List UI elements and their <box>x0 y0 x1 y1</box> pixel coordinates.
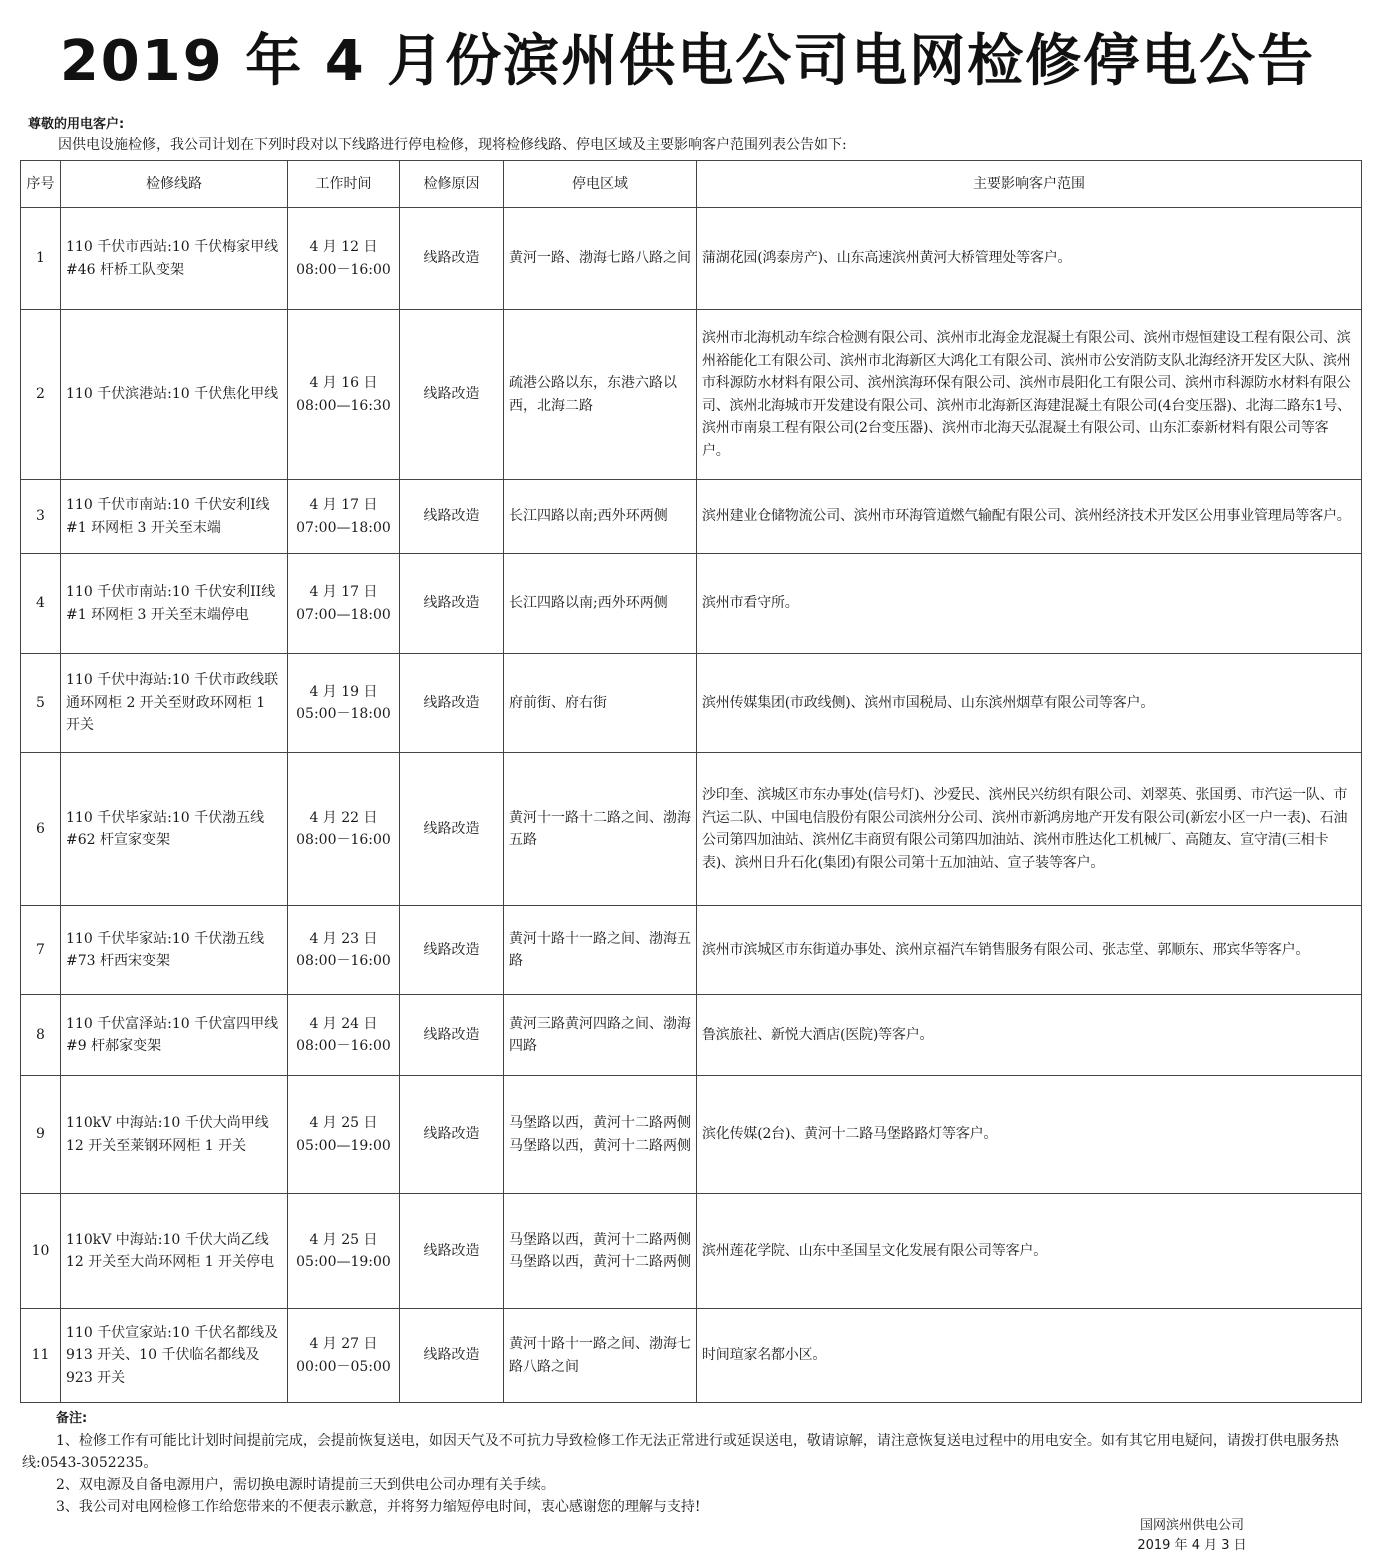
cell-no: 6 <box>21 753 61 906</box>
outage-table <box>20 160 1362 1403</box>
cell-line: 110 千伏滨港站:10 千伏焦化甲线 <box>61 310 288 480</box>
notes-section <box>22 1408 1352 1518</box>
work-hours: 08:00－16:00 <box>296 953 391 969</box>
cell-line: 110 千伏宣家站:10 千伏名都线及 913 开关、10 千伏临名都线及 923 开关 <box>61 1309 288 1403</box>
cell-no: 7 <box>21 906 61 995</box>
header-no: 序号 <box>21 161 61 208</box>
cell-no: 8 <box>21 995 61 1076</box>
cell-area: 长江四路以南;西外环两侧 <box>504 480 697 554</box>
cell-area: 黄河十路十一路之间、渤海五路 <box>504 906 697 995</box>
cell-reason: 线路改造 <box>400 753 504 906</box>
cell-reason: 线路改造 <box>400 480 504 554</box>
cell-scope: 滨州市看守所。 <box>697 554 1362 654</box>
cell-reason: 线路改造 <box>400 1194 504 1309</box>
cell-no: 1 <box>21 208 61 310</box>
work-date: 4 月 16 日 <box>309 375 378 391</box>
cell-time <box>288 310 400 480</box>
work-date: 4 月 17 日 <box>309 497 378 513</box>
cell-area: 府前街、府右街 <box>504 654 697 753</box>
work-hours: 05:00－18:00 <box>296 706 391 722</box>
cell-line: 110 千伏市南站:10 千伏安利I线#1 环网柜 3 开关至末端 <box>61 480 288 554</box>
table-row <box>21 995 1362 1076</box>
work-date: 4 月 23 日 <box>309 930 378 947</box>
cell-reason: 线路改造 <box>400 208 504 310</box>
cell-line: 110 千伏富泽站:10 千伏富四甲线#9 杆郝家变架 <box>61 995 288 1076</box>
work-date: 4 月 12 日 <box>309 239 378 255</box>
signature-date: 2019 年 4 月 3 日 <box>1137 1538 1247 1553</box>
cell-scope: 滨州市北海机动车综合检测有限公司、滨州市北海金龙混凝土有限公司、滨州市煜恒建设工程有限公司、滨州裕能化工有限公司、滨州市北海新区大鸿化工有限公司、滨州市公安消防支队北海经济开发区大队、滨州市科源防水材料有限公司、滨州滨海环保有限公司、滨州市晨阳化工有限公司、滨州市科源防水材料有限公司、滨州北海城市开发建设有限公司、滨州市北海新区海建混凝土有限公司(4台变压器)、北海二路东1号、滨州市南泉工程有限公司(2台变压器)、滨州市北海天弘混凝土有限公司、山东汇泰新材料有限公司等客户。 <box>697 310 1362 480</box>
page-title: 2019 年 4 月份滨州供电公司电网检修停电公告 <box>59 29 1316 94</box>
work-hours: 00:00－05:00 <box>296 1358 391 1375</box>
cell-scope: 滨州莲花学院、山东中圣国呈文化发展有限公司等客户。 <box>697 1194 1362 1309</box>
cell-reason: 线路改造 <box>400 310 504 480</box>
work-date: 4 月 24 日 <box>309 1015 378 1032</box>
cell-area: 马堡路以西，黄河十二路两侧马堡路以西，黄河十二路两侧 <box>504 1194 697 1309</box>
cell-reason: 线路改造 <box>400 1309 504 1403</box>
intro-text: 因供电设施检修，我公司计划在下列时段对以下线路进行停电检修，现将检修线路、停电区域及主要影响客户范围列表公告如下: <box>58 137 847 153</box>
work-hours: 08:00－16:00 <box>296 1038 391 1054</box>
cell-area: 黄河三路黄河四路之间、渤海四路 <box>504 995 697 1076</box>
cell-no: 4 <box>21 554 61 654</box>
cell-scope: 滨州市滨城区市东街道办事处、滨州京福汽车销售服务有限公司、张志堂、郭顺东、邢宾华等客户。 <box>697 906 1362 995</box>
work-date: 4 月 19 日 <box>309 683 378 700</box>
work-hours: 05:00—19:00 <box>296 1254 391 1270</box>
cell-line: 110 千伏市西站:10 千伏梅家甲线#46 杆桥工队变架 <box>61 208 288 310</box>
cell-scope: 滨化传媒(2台)、黄河十二路马堡路路灯等客户。 <box>697 1076 1362 1194</box>
cell-area: 疏港公路以东，东港六路以西，北海二路 <box>504 310 697 480</box>
cell-area: 马堡路以西，黄河十二路两侧马堡路以西，黄河十二路两侧 <box>504 1076 697 1194</box>
cell-reason: 线路改造 <box>400 995 504 1076</box>
table-row <box>21 310 1362 480</box>
cell-line: 110kV 中海站:10 千伏大尚甲线12 开关至莱钢环网柜 1 开关 <box>61 1076 288 1194</box>
cell-scope: 时间瑄家名都小区。 <box>697 1309 1362 1403</box>
note-item: 3、我公司对电网检修工作给您带来的不便表示歉意，并将努力缩短停电时间，衷心感谢您的理解与支持! <box>56 1499 701 1515</box>
cell-reason: 线路改造 <box>400 906 504 995</box>
work-hours: 08:00—16:30 <box>296 397 391 414</box>
cell-no: 3 <box>21 480 61 554</box>
header-line: 检修线路 <box>61 161 288 208</box>
signature-company: 国网滨州供电公司 <box>1139 1518 1244 1533</box>
signature <box>1092 1516 1292 1556</box>
cell-area: 黄河十一路十二路之间、渤海五路 <box>504 753 697 906</box>
cell-line: 110 千伏中海站:10 千伏市政线联通环网柜 2 开关至财政环网柜 1 开关 <box>61 654 288 753</box>
table-row <box>21 554 1362 654</box>
table-row <box>21 480 1362 554</box>
cell-line: 110kV 中海站:10 千伏大尚乙线 12 开关至大尚环网柜 1 开关停电 <box>61 1194 288 1309</box>
cell-time <box>288 208 400 310</box>
cell-reason: 线路改造 <box>400 1076 504 1194</box>
cell-scope: 滨州建业仓储物流公司、滨州市环海管道燃气输配有限公司、滨州经济技术开发区公用事业管理局等客户。 <box>697 480 1362 554</box>
cell-scope: 滨州传媒集团(市政线侧)、滨州市国税局、山东滨州烟草有限公司等客户。 <box>697 654 1362 753</box>
cell-area: 长江四路以南;西外环两侧 <box>504 554 697 654</box>
cell-line: 110 千伏市南站:10 千伏安利II线#1 环网柜 3 开关至末端停电 <box>61 554 288 654</box>
cell-no: 10 <box>21 1194 61 1309</box>
header-scope: 主要影响客户范围 <box>697 161 1362 208</box>
table-row <box>21 906 1362 995</box>
table-row <box>21 208 1362 310</box>
cell-time <box>288 480 400 554</box>
table-row <box>21 654 1362 753</box>
cell-time <box>288 753 400 906</box>
table-row <box>21 1076 1362 1194</box>
header-area: 停电区域 <box>504 161 697 208</box>
work-hours: 05:00—19:00 <box>296 1137 391 1154</box>
cell-time <box>288 1194 400 1309</box>
cell-time <box>288 554 400 654</box>
cell-time <box>288 1076 400 1194</box>
work-date: 4 月 25 日 <box>309 1115 378 1131</box>
cell-scope: 沙印奎、滨城区市东办事处(信号灯)、沙爱民、滨州民兴纺织有限公司、刘翠英、张国勇、市汽运一队、市汽运二队、中国电信股份有限公司滨州分公司、滨州市新鸿房地产开发有限公司(新宏小区一户一表)、石油公司第四加油站、滨州亿丰商贸有限公司第四加油站、滨州市胜达化工机械厂、高随友、宣守清(三相卡表)、滨州日升石化(集团)有限公司第十五加油站、宣子装等客户。 <box>697 753 1362 906</box>
cell-no: 9 <box>21 1076 61 1194</box>
work-hours: 08:00－16:00 <box>296 261 391 278</box>
greeting: 尊敬的用电客户: <box>28 117 125 132</box>
work-date: 4 月 27 日 <box>309 1336 378 1352</box>
cell-no: 11 <box>21 1309 61 1403</box>
work-date: 4 月 25 日 <box>309 1231 378 1248</box>
notes-title: 备注: <box>56 1411 88 1426</box>
cell-area: 黄河十路十一路之间、渤海七路八路之间 <box>504 1309 697 1403</box>
table-header-row <box>21 161 1362 208</box>
note-item: 2、双电源及自备电源用户，需切换电源时请提前三天到供电公司办理有关手续。 <box>56 1477 555 1493</box>
cell-scope: 鲁滨旅社、新悦大酒店(医院)等客户。 <box>697 995 1362 1076</box>
table-row <box>21 1309 1362 1403</box>
cell-time <box>288 654 400 753</box>
header-time: 工作时间 <box>288 161 400 208</box>
work-hours: 08:00－16:00 <box>296 832 391 848</box>
work-date: 4 月 22 日 <box>309 809 378 826</box>
cell-scope: 蒲湖花园(鸿泰房产)、山东高速滨州黄河大桥管理处等客户。 <box>697 208 1362 310</box>
table-row <box>21 1194 1362 1309</box>
cell-time <box>288 995 400 1076</box>
cell-no: 5 <box>21 654 61 753</box>
work-hours: 07:00—18:00 <box>296 606 391 623</box>
table-row <box>21 753 1362 906</box>
cell-area: 黄河一路、渤海七路八路之间 <box>504 208 697 310</box>
cell-line: 110 千伏毕家站:10 千伏渤五线#73 杆西宋变架 <box>61 906 288 995</box>
work-hours: 07:00—18:00 <box>296 519 391 536</box>
cell-line: 110 千伏毕家站:10 千伏渤五线#62 杆宣家变架 <box>61 753 288 906</box>
note-item: 1、检修工作有可能比计划时间提前完成，会提前恢复送电，如因天气及不可抗力导致检修工作无法正常进行或延误送电，敬请谅解，请注意恢复送电过程中的用电安全。如有其它用电疑问，请拨打供电服务热线:0543-3052235。 <box>22 1433 1339 1471</box>
header-reason: 检修原因 <box>400 161 504 208</box>
work-date: 4 月 17 日 <box>309 584 378 600</box>
cell-no: 2 <box>21 310 61 480</box>
cell-time <box>288 1309 400 1403</box>
cell-reason: 线路改造 <box>400 554 504 654</box>
cell-time <box>288 906 400 995</box>
cell-reason: 线路改造 <box>400 654 504 753</box>
